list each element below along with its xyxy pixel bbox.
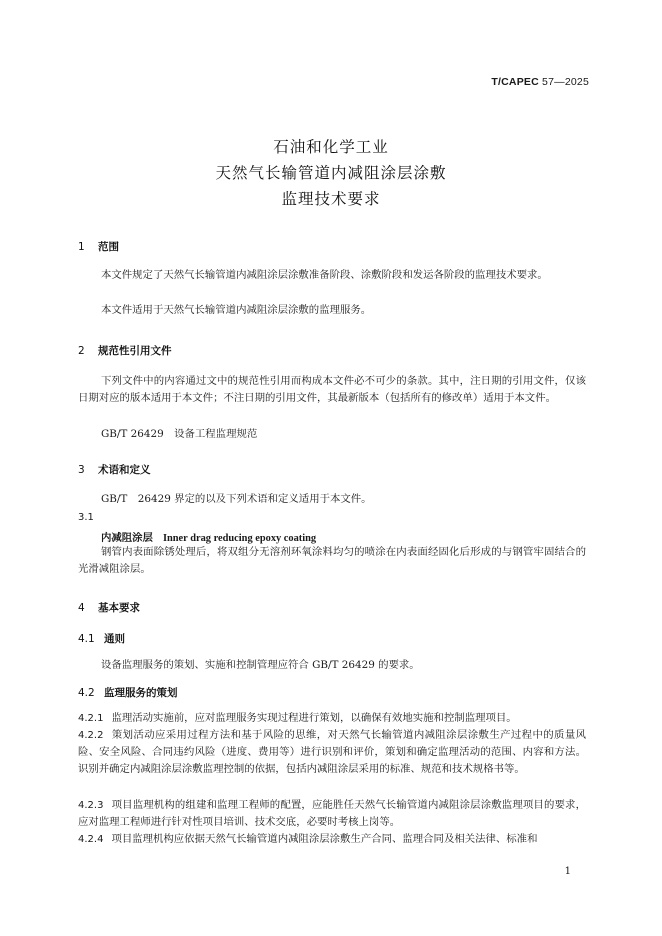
code-prefix: T/CAPEC	[491, 76, 539, 88]
section-title: 范围	[98, 241, 119, 253]
page-number: 1	[564, 866, 571, 877]
section-title: 术语和定义	[98, 464, 151, 476]
subsection-number: 4.2	[78, 687, 95, 699]
clause-4-2-2	[78, 727, 586, 778]
section-number: 4	[78, 602, 85, 614]
subsection-number: 4.1	[78, 633, 95, 645]
section-title: 基本要求	[98, 602, 140, 614]
section-title: 规范性引用文件	[98, 345, 172, 357]
title-line-2: 天然气长输管道内减阻涂层涂敷	[215, 164, 447, 182]
section-2-heading	[78, 343, 172, 358]
term-entry	[101, 529, 316, 544]
subsection-title: 通则	[104, 633, 125, 645]
section-number: 2	[78, 345, 85, 357]
term-number: 3.1	[78, 512, 94, 523]
document-code	[491, 76, 589, 88]
section-3-para: GB/T 26429 界定的以及下列术语和定义适用于本文件。	[101, 493, 372, 505]
clause-text: 监理活动实施前，应对监理服务实现过程进行策划，以确保有效地实施和控制监理项目。	[111, 712, 517, 724]
clause-4-2-3	[78, 797, 586, 831]
section-4-heading	[78, 600, 140, 615]
subsection-4-1-para: 设备监理服务的策划、实施和控制管理应符合 GB/T 26429 的要求。	[101, 659, 420, 671]
clause-text: 项目监理机构应依据天然气长输管道内减阻涂层涂敷生产合同、监理合同及相关法律、标准和	[111, 833, 538, 845]
subsection-title: 监理服务的策划	[104, 687, 178, 699]
clause-number: 4.2.3	[78, 800, 104, 811]
section-1-para-1: 本文件规定了天然气长输管道内减阻涂层涂敷准备阶段、涂敷阶段和发运各阶段的监理技术要求。	[101, 269, 548, 281]
title-line-1: 石油和化学工业	[273, 138, 389, 156]
term-definition: 钢管内表面除锈处理后，将双组分无溶剂环氧涂料均匀的喷涂在内表面经固化后形成的与钢管牢固结合的光滑减阻涂层。	[78, 546, 586, 575]
section-number: 3	[78, 464, 85, 476]
section-number: 1	[78, 241, 85, 253]
section-3-heading	[78, 462, 151, 477]
clause-4-2-1	[78, 710, 586, 727]
subsection-4-2-heading	[78, 685, 178, 700]
section-1-para-2: 本文件适用于天然气长输管道内减阻涂层涂敷的监理服务。	[101, 304, 372, 316]
clause-text: 策划活动应采用过程方法和基于风险的思维，对天然气长输管道内减阻涂层涂敷生产过程中的质量风险、安全风险、合同违约风险（进度、费用等）进行识别和评价，策划和确定监理活动的范围、内容和方法。识别并确定内减阻涂层涂敷监理控制的依据，包括内减阻涂层采用的标准、规范和技术规格书等。	[78, 729, 586, 775]
clause-4-2-4	[78, 831, 586, 848]
subsection-4-1-heading	[78, 631, 125, 646]
clause-number: 4.2.1	[78, 713, 104, 724]
normative-reference: GB/T 26429 设备工程监理规范	[101, 428, 258, 440]
section-1-heading	[78, 239, 119, 254]
term-english: Inner drag reducing epoxy coating	[162, 533, 317, 544]
clause-text: 项目监理机构的组建和监理工程师的配置，应能胜任天然气长输管道内减阻涂层涂敷监理项目的要求，应对监理工程师进行针对性项目培训、技术交底，必要时考核上岗等。	[78, 799, 586, 828]
clause-number: 4.2.2	[78, 730, 104, 741]
section-2-para: 下列文件中的内容通过文中的规范性引用而构成本文件必不可少的条款。其中，注日期的引用文件，仅该日期对应的版本适用于本文件；不注日期的引用文件，其最新版本（包括所有的修改单）适用于本文件。	[78, 375, 586, 404]
title-line-3: 监理技术要求	[281, 190, 381, 208]
clause-number: 4.2.4	[78, 834, 104, 845]
code-number: 57—2025	[542, 76, 589, 88]
term-chinese: 内减阻涂层	[101, 532, 153, 544]
